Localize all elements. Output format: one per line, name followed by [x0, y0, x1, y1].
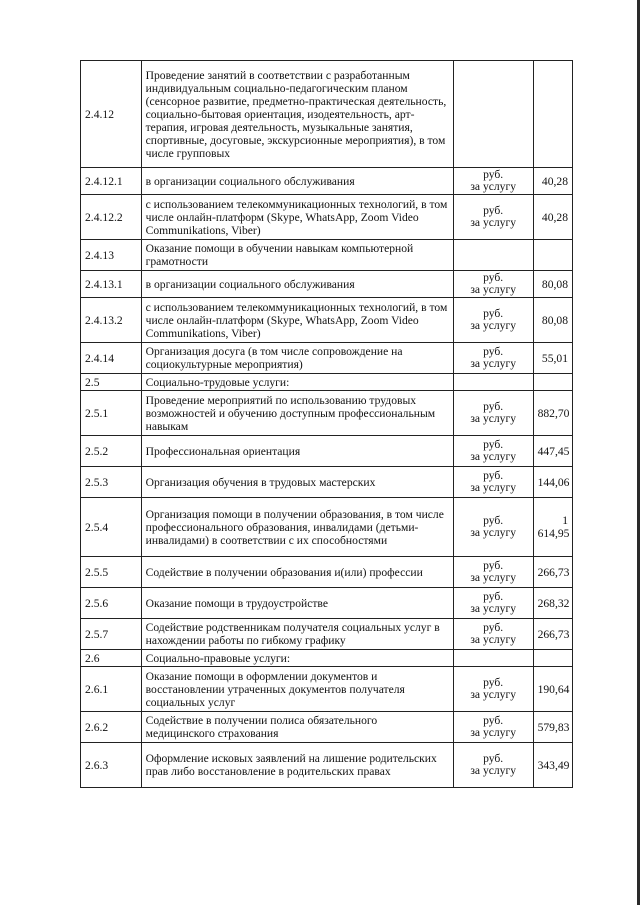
unit-per: за услугу	[470, 602, 517, 615]
service-code: 2.4.14	[81, 343, 142, 374]
service-name: с использованием телекоммуникационных технологий, в том числе онлайн-платформ (Skype, WhatsApp, Zoom Video Communikations, Viber)	[141, 298, 453, 343]
service-name: Оформление исковых заявлений на лишение родительских прав либо восстановление в родительских правах	[141, 743, 453, 788]
service-unit	[453, 298, 533, 343]
service-unit	[453, 436, 533, 467]
service-price: 40,28	[533, 195, 572, 240]
unit-per: за услугу	[470, 526, 517, 539]
unit-per: за услугу	[470, 357, 517, 370]
section-row	[81, 374, 573, 391]
service-price: 144,06	[533, 467, 572, 498]
service-unit	[453, 61, 533, 168]
table-row	[81, 712, 573, 743]
table-row	[81, 743, 573, 788]
table-row	[81, 298, 573, 343]
unit-currency: руб.	[483, 469, 504, 482]
table-row	[81, 498, 573, 557]
service-unit	[453, 619, 533, 650]
unit-currency: руб.	[483, 621, 504, 634]
unit-per: за услугу	[470, 633, 517, 646]
service-unit	[453, 168, 533, 195]
table-row	[81, 588, 573, 619]
service-unit	[453, 650, 533, 667]
service-name: Проведение занятий в соответствии с разработанным индивидуальным социально-педагогическим планом (сенсорное развитие, предметно-практическая деятельность, социально-бытовая ориентация, изодеятельность, арт-терапия, игровая деятельность, музыкальные занятия, спортивные, досуговые, экскурсионные мероприятия), в том числе групповых	[141, 61, 453, 168]
service-price: 447,45	[533, 436, 572, 467]
table-row	[81, 271, 573, 298]
service-unit	[453, 557, 533, 588]
service-price: 579,83	[533, 712, 572, 743]
unit-currency: руб.	[483, 752, 504, 765]
service-code: 2.5.6	[81, 588, 142, 619]
unit-currency: руб.	[483, 271, 504, 284]
unit-per: за услугу	[470, 688, 517, 701]
unit-per: за услугу	[470, 412, 517, 425]
service-unit	[453, 467, 533, 498]
unit-currency: руб.	[483, 168, 504, 181]
service-unit	[453, 743, 533, 788]
service-unit	[453, 240, 533, 271]
unit-currency: руб.	[483, 438, 504, 451]
unit-per: за услугу	[470, 283, 517, 296]
service-price: 266,73	[533, 557, 572, 588]
table-row	[81, 467, 573, 498]
service-code: 2.6.3	[81, 743, 142, 788]
service-unit	[453, 271, 533, 298]
service-price: 80,08	[533, 271, 572, 298]
service-code: 2.4.13.1	[81, 271, 142, 298]
service-unit	[453, 588, 533, 619]
unit-per: за услугу	[470, 319, 517, 332]
service-code: 2.4.13	[81, 240, 142, 271]
section-code: 2.5	[81, 374, 142, 391]
service-code: 2.5.7	[81, 619, 142, 650]
service-code: 2.5.3	[81, 467, 142, 498]
table-row	[81, 436, 573, 467]
service-unit	[453, 343, 533, 374]
section-title: Социально-трудовые услуги:	[141, 374, 453, 391]
service-name: Оказание помощи в трудоустройстве	[141, 588, 453, 619]
service-price	[533, 240, 572, 271]
service-code: 2.5.1	[81, 391, 142, 436]
table-row	[81, 168, 573, 195]
service-price: 268,32	[533, 588, 572, 619]
service-code: 2.5.4	[81, 498, 142, 557]
service-code: 2.5.5	[81, 557, 142, 588]
service-code: 2.4.12.1	[81, 168, 142, 195]
unit-per: за услугу	[470, 571, 517, 584]
service-price: 266,73	[533, 619, 572, 650]
service-code: 2.4.12.2	[81, 195, 142, 240]
service-code: 2.5.2	[81, 436, 142, 467]
service-name: Оказание помощи в обучении навыкам компьютерной грамотности	[141, 240, 453, 271]
unit-per: за услугу	[470, 764, 517, 777]
service-unit	[453, 667, 533, 712]
service-unit	[453, 195, 533, 240]
service-name: в организации социального обслуживания	[141, 168, 453, 195]
table-row	[81, 667, 573, 712]
unit-per: за услугу	[470, 450, 517, 463]
service-name: Содействие в получении полиса обязательного медицинского страхования	[141, 712, 453, 743]
service-name: в организации социального обслуживания	[141, 271, 453, 298]
service-code: 2.6.2	[81, 712, 142, 743]
unit-currency: руб.	[483, 590, 504, 603]
unit-currency: руб.	[483, 559, 504, 572]
service-price: 40,28	[533, 168, 572, 195]
unit-per: за услугу	[470, 216, 517, 229]
service-name: Содействие родственникам получателя социальных услуг в нахождении работы по гибкому графику	[141, 619, 453, 650]
service-unit	[453, 391, 533, 436]
unit-currency: руб.	[483, 714, 504, 727]
section-title: Социально-правовые услуги:	[141, 650, 453, 667]
service-name: Профессиональная ориентация	[141, 436, 453, 467]
service-name: с использованием телекоммуникационных технологий, в том числе онлайн-платформ (Skype, WhatsApp, Zoom Video Communikations, Viber)	[141, 195, 453, 240]
service-code: 2.4.12	[81, 61, 142, 168]
table-row	[81, 391, 573, 436]
table-row	[81, 61, 573, 168]
table-row	[81, 619, 573, 650]
service-price	[533, 650, 572, 667]
service-unit	[453, 712, 533, 743]
service-code: 2.6.1	[81, 667, 142, 712]
unit-per: за услугу	[470, 481, 517, 494]
unit-currency: руб.	[483, 345, 504, 358]
service-code: 2.4.13.2	[81, 298, 142, 343]
unit-per: за услугу	[470, 726, 517, 739]
service-price: 55,01	[533, 343, 572, 374]
unit-currency: руб.	[483, 514, 504, 527]
unit-per: за услугу	[470, 180, 517, 193]
unit-currency: руб.	[483, 204, 504, 217]
section-row	[81, 650, 573, 667]
table-row	[81, 240, 573, 271]
services-price-table	[80, 60, 573, 788]
service-name: Проведение мероприятий по использованию трудовых возможностей и обучению доступным профессиональным навыкам	[141, 391, 453, 436]
service-price: 343,49	[533, 743, 572, 788]
service-price: 882,70	[533, 391, 572, 436]
service-name: Организация обучения в трудовых мастерских	[141, 467, 453, 498]
unit-currency: руб.	[483, 400, 504, 413]
unit-currency: руб.	[483, 307, 504, 320]
service-name: Содействие в получении образования и(или) профессии	[141, 557, 453, 588]
service-price: 1 614,95	[533, 498, 572, 557]
section-code: 2.6	[81, 650, 142, 667]
service-price: 190,64	[533, 667, 572, 712]
service-name: Организация досуга (в том числе сопровождение на социокультурные мероприятия)	[141, 343, 453, 374]
service-price	[533, 374, 572, 391]
service-price: 80,08	[533, 298, 572, 343]
table-row	[81, 195, 573, 240]
service-price	[533, 61, 572, 168]
table-row	[81, 343, 573, 374]
table-row	[81, 557, 573, 588]
unit-currency: руб.	[483, 676, 504, 689]
service-name: Оказание помощи в оформлении документов и восстановлении утраченных документов получателя социальных услуг	[141, 667, 453, 712]
service-unit	[453, 374, 533, 391]
service-name: Организация помощи в получении образования, в том числе профессионального образования, инвалидами (детьми-инвалидами) в соответствии с их способностями	[141, 498, 453, 557]
service-unit	[453, 498, 533, 557]
